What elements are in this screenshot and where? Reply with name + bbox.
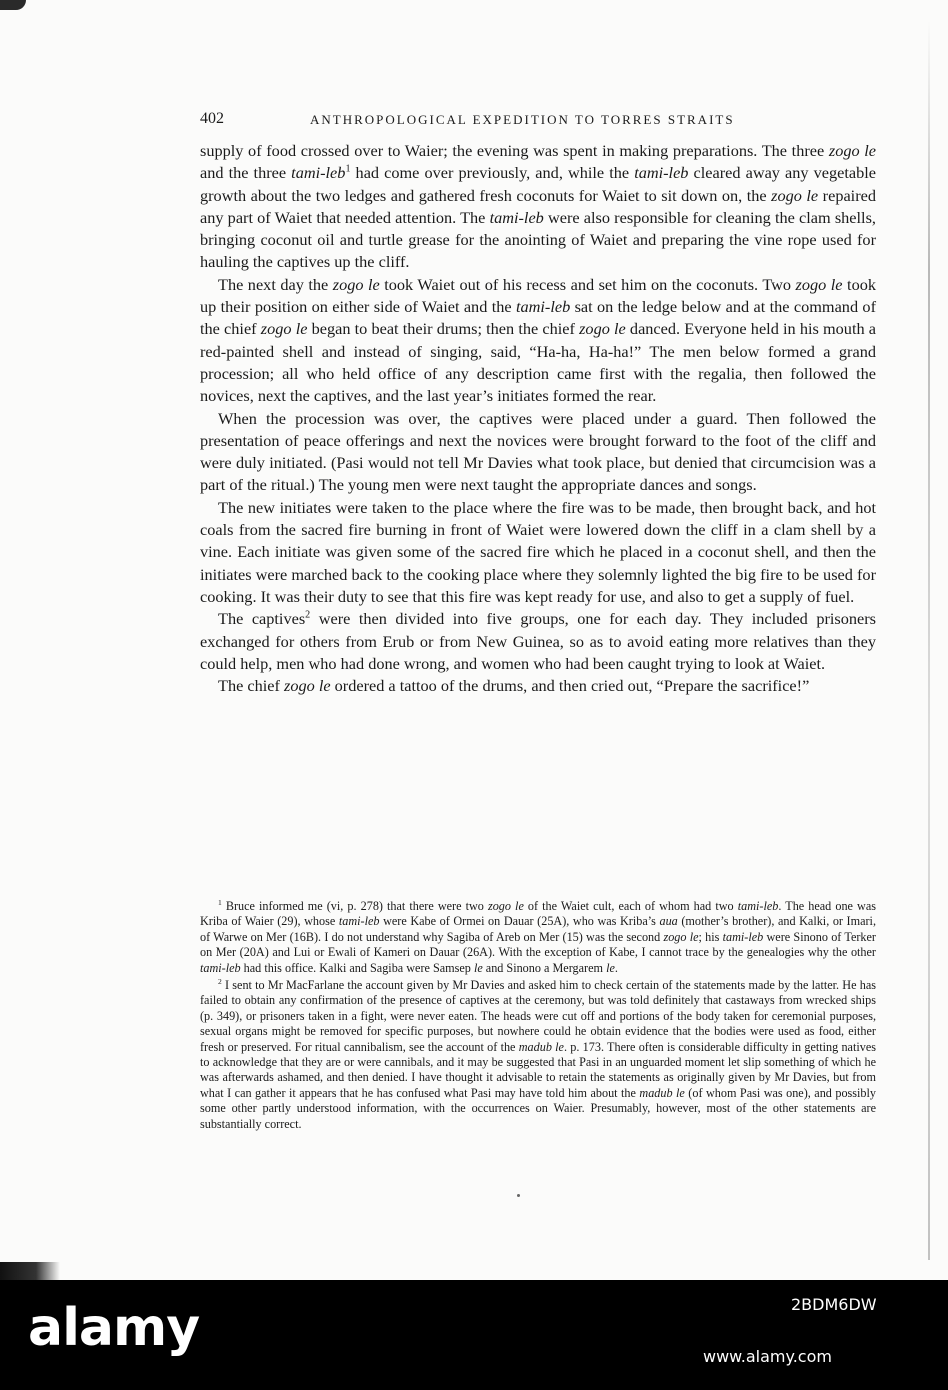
italic-term: zogo le: [332, 274, 380, 294]
scan-edge-shadow: [928, 20, 930, 1260]
alamy-logo: alamy: [28, 1298, 200, 1358]
text-run: of the Waiet cult, each of whom had two: [523, 899, 738, 913]
italic-term: madub le: [639, 1085, 685, 1100]
text-run: The captives: [218, 609, 306, 629]
body-paragraph-3: [200, 408, 876, 497]
italic-term: tami-leb: [737, 899, 779, 913]
text-run: The new initiates were taken to the place where the fire was to be made, then brought back, and hot coals from the sacred fire burning in front of Waiet were lowered down the cliff in a clam shell by a vine. Each initiate was given some of the sacred fire which he placed in a coconut shell, and then the initiates were marched back to the cooking place where they solemnly lighted the big fire to be used for cooking. It was their duty to see that this fire was kept ready for use, and also to get a supply of fuel.: [200, 497, 876, 606]
text-run: supply of food crossed over to Waier; the evening was spent in making preparations. The three: [200, 141, 829, 160]
body-text: [200, 140, 876, 697]
scan-corner-mark-bottom: [0, 1262, 60, 1280]
text-run: . p. 173. There often is considerable difficulty in getting natives to acknowledge that they are or were cannibals, and it may be suggested that Pasi in an unguarded moment let slip something of which he was afterwards ashamed, and then denied. I have thought it advisable to retain the statements as originally given by Mr Davies, but from what I can gather it appears that he has confused what Pasi may have told him about the: [200, 1039, 876, 1100]
italic-term: le: [606, 960, 615, 975]
italic-term: tami-leb: [489, 207, 544, 227]
italic-term: le: [473, 960, 483, 975]
text-run: took up their position on either side of Waiet and the: [200, 274, 876, 317]
body-paragraph-6: [200, 675, 876, 697]
italic-term: tami-leb: [338, 914, 380, 929]
italic-term: zogo le: [828, 141, 877, 160]
italic-term: zogo le: [663, 929, 699, 944]
text-run: cleared away any vegetable growth about the two ledges and gathered fresh coconuts for Waiet to sit down on, the: [200, 163, 876, 205]
footnotes: [200, 899, 876, 1134]
italic-term: tami-leb: [515, 297, 571, 317]
footnote-marker: 2: [305, 609, 311, 621]
text-run: The next day the: [218, 274, 333, 294]
text-run: were also responsible for cleaning the clam shells, bringing coconut oil and turtle grease for the anointing of Waiet and preparing the vine rope used for hauling the captives up the cliff.: [200, 207, 876, 272]
text-run: began to beat their drums; then the chief: [307, 319, 580, 339]
text-run: danced. Everyone held in his mouth a red-painted shell and instead of singing, said, “Ha-ha, Ha-ha!” The men below formed a grand procession; all who held office of any description came first with the regalia, then followed the novices, next the captives, and the last year’s initiates formed the rear.: [200, 319, 876, 406]
italic-term: tami-leb: [722, 929, 764, 944]
text-run: (mother’s brother), and Kalki, or Imari, of Warwe on Mer (16B). I do not understand why Sagiba of Areb on Mer (15) was the second: [200, 914, 876, 944]
text-run: ordered a tattoo of the drums, and then cried out, “Prepare the sacrifice!”: [330, 676, 810, 696]
text-run: .: [614, 960, 618, 975]
body-paragraph-1: [200, 140, 876, 274]
text-run: sat on the ledge below and at the command of the chief: [200, 297, 876, 339]
text-run: had come over previously, and, while the: [350, 163, 635, 183]
text-run: I sent to Mr MacFarlane the account given by Mr Davies and asked him to check certain of the statements made by the latter. He has failed to obtain any confirmation of the presence of captives at the ceremony, but was told definitely that castaways from wrecked ships (p. 349), or prisoners taken in a fight, were never eaten. The heads were cut off and portions of the body taken for ceremonial purposes, sexual organs might be removed for specific purposes, but nowhere could he obtain evidence that the bodies were used as food, either fresh or preserved. For ritual cannibalism, see the account of the: [200, 978, 876, 1054]
text-run: had this office. Kalki and Sagiba were Samsep: [240, 960, 474, 975]
footnote-marker: 2: [218, 976, 222, 986]
text-run: ; his: [698, 929, 723, 944]
watermark-url: www.alamy.com: [703, 1347, 832, 1366]
italic-term: tami-leb: [634, 163, 689, 183]
text-run: were Kabe of Ormei on Dauar (25A), who was Kriba’s: [379, 914, 660, 929]
text-run: were then divided into five groups, one for each day. They included prisoners exchanged for others from Erub or from New Guinea, so as to avoid eating more relatives than they could help, men who had done wrong, and women who had been caught trying to look at Waiet.: [200, 609, 877, 673]
running-header: [200, 110, 880, 132]
text-run: . The head one was Kriba of Waier (29), whose: [200, 899, 876, 929]
text-run: and the three: [200, 163, 292, 183]
text-run: and Sinono a Mergarem: [482, 960, 607, 975]
page-speck: [517, 1194, 520, 1197]
footnote-marker: 1: [345, 163, 351, 175]
body-paragraph-5: [200, 608, 876, 675]
text-run: (of whom Pasi was one), and possibly some other partly understood information, with the occurrences on Waier. Presumably, however, most of the other statements are substantially correct.: [200, 1085, 876, 1131]
footnote-marker: 1: [218, 897, 222, 907]
footnote-2: [200, 978, 876, 1132]
running-title: ANTHROPOLOGICAL EXPEDITION TO TORRES STRAITS: [310, 112, 735, 127]
body-paragraph-4: [200, 497, 876, 608]
text-run: When the procession was over, the captives were placed under a guard. Then followed the presentation of peace offerings and next the novices were brought forward to the foot of the cliff and were duly initiated. (Pasi would not tell Mr Davies what took place, but denied that circumcision was a part of the ritual.) The young men were next taught the appropriate dances and songs.: [200, 408, 876, 495]
text-run: Bruce informed me (vi, p. 278) that there were two: [221, 899, 488, 913]
italic-term: zogo le: [260, 319, 308, 339]
text-run: took Waiet out of his recess and set him on the coconuts. Two: [379, 274, 796, 294]
italic-term: madub le: [518, 1039, 564, 1054]
image-id: 2BDM6DW: [791, 1295, 877, 1314]
page-number: 402: [200, 110, 224, 127]
italic-term: tami-leb: [291, 163, 346, 183]
italic-term: zogo le: [487, 899, 524, 913]
italic-term: zogo le: [284, 676, 331, 696]
text-run: repaired any part of Waiet that needed attention. The: [200, 185, 876, 227]
text-run: were Sinono of Terker on Mer (20A) and Lui or Ewali of Kameri on Dauar (26A). With the exception of Kabe, I cannot trace by the genealogies why the other: [200, 929, 876, 960]
italic-term: tami-leb: [200, 960, 241, 975]
italic-term: aua: [659, 914, 678, 929]
italic-term: zogo le: [771, 185, 819, 205]
italic-term: zogo le: [795, 274, 843, 294]
text-run: The chief: [218, 676, 284, 696]
italic-term: zogo le: [579, 319, 626, 339]
footnote-1: [200, 899, 876, 976]
body-paragraph-2: [200, 274, 876, 408]
